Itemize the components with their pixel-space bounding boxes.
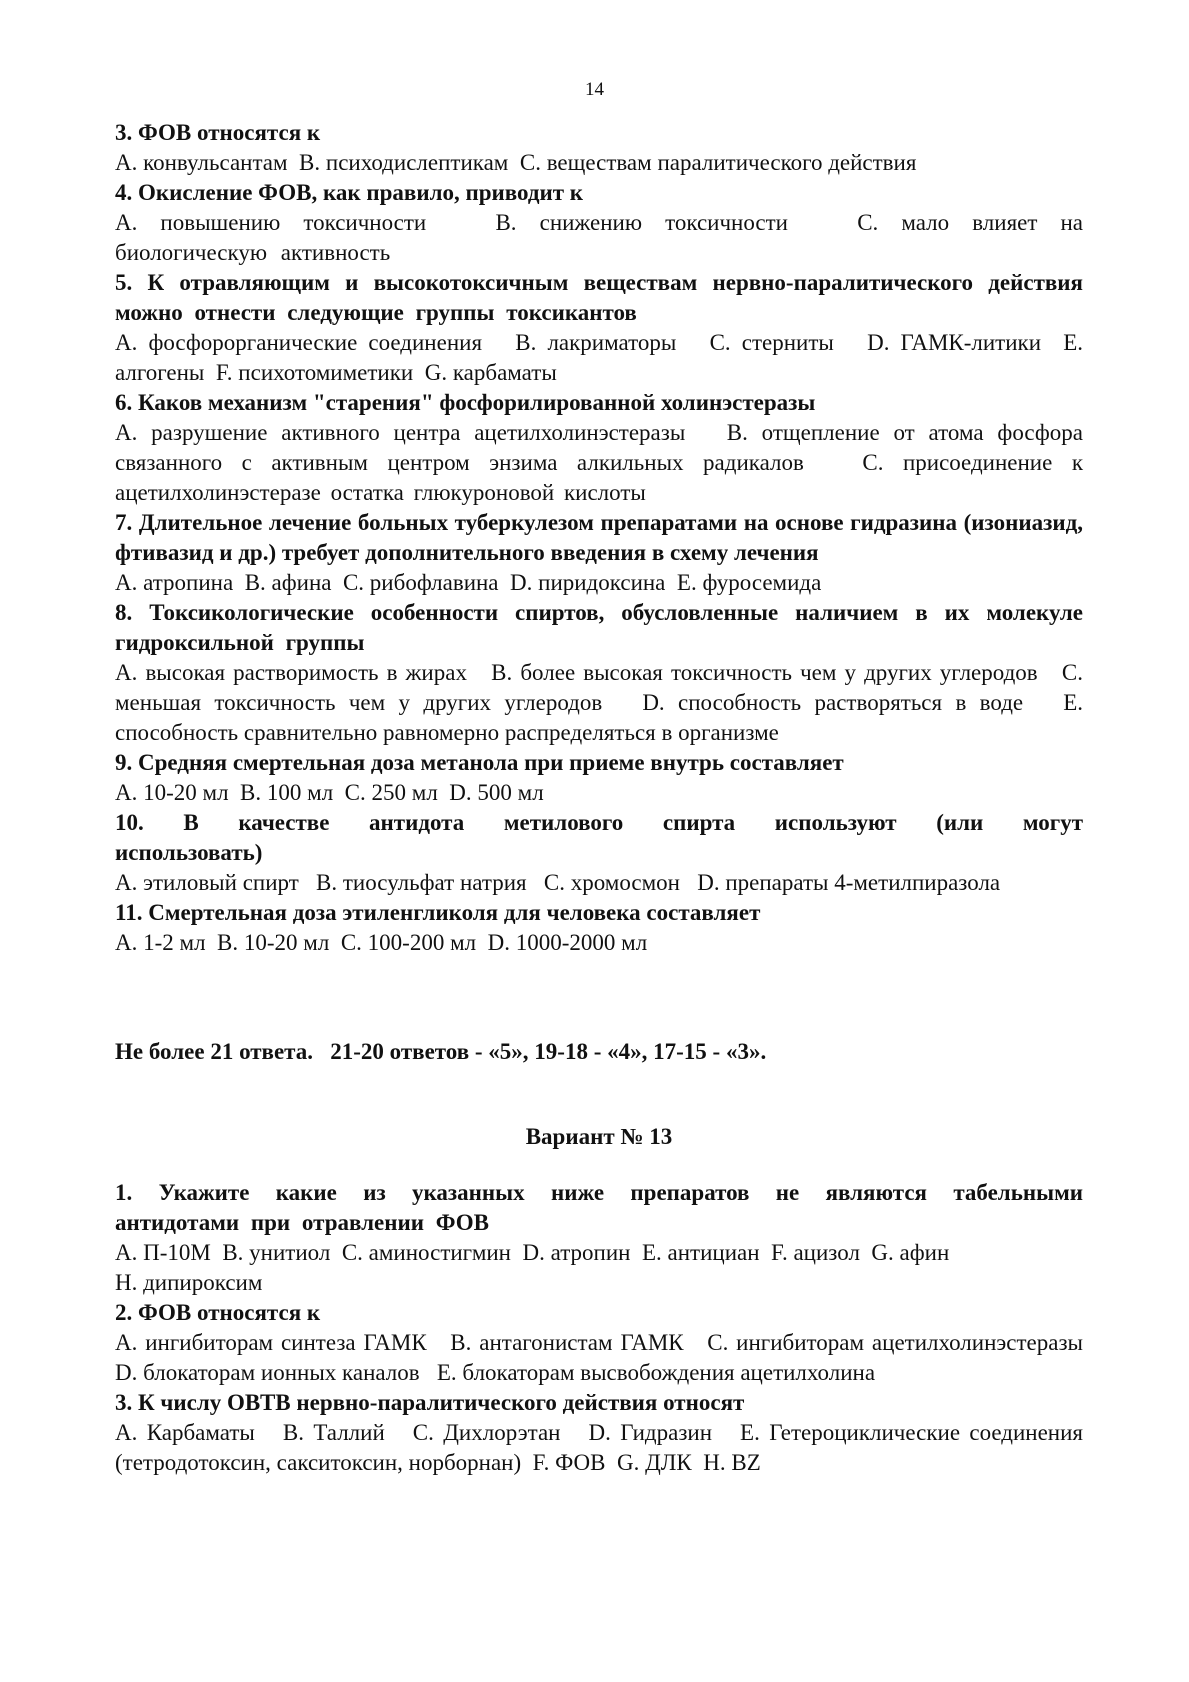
question-8-title: 8. Токсикологические особенности спиртов, обусловленные наличием в их молекуле гидроксильной группы (115, 600, 1083, 655)
question-8-answers: A. высокая растворимость в жирах B. более высокая токсичность чем у других углеродов C. меньшая токсичность чем у других углеродов D. способность растворяться в воде E. способность сравнительно равномерно распределяться в организме (115, 660, 1089, 745)
grading-note: Не более 21 ответа. 21-20 ответов - «5», 19-18 - «4», 17-15 - «3». (115, 1039, 767, 1064)
question-10-title: 10. В качестве антидота метилового спирта используют (или могут использовать) (115, 810, 1083, 865)
question-6-answers: A. разрушение активного центра ацетилхолинэстеразы B. отщепление от атома фосфора связанного с активным центром энзима алкильных радикалов C. присоединение к ацетилхолинэстеразе остатка глюкуроновой кислоты (115, 420, 1093, 505)
question-9-title: 9. Средняя смертельная доза метанола при приеме внутрь составляет (115, 750, 844, 775)
question-9-answers: A. 10-20 мл B. 100 мл C. 250 мл D. 500 мл (115, 780, 544, 805)
variant-title: Вариант № 13 (525, 1124, 673, 1149)
question-3-answers: A. конвульсантам B. психодислептикам C. веществам паралитического действия (115, 150, 917, 175)
variant-question-3-answers: A. Карбаматы B. Таллий C. Дихлорэтан D. Гидразин E. Гетероциклические соединения (тетродотоксин, сакситоксин, норборнан) F. ФОВ G. ДЛК H. BZ (115, 1420, 1089, 1475)
variant-question-2-title: 2. ФОВ относятся к (115, 1300, 321, 1325)
page-number: 14 (585, 79, 604, 100)
question-4-title: 4. Окисление ФОВ, как правило, приводит к (115, 180, 584, 205)
question-3-title: 3. ФОВ относятся к (115, 120, 321, 145)
question-6-title: 6. Каков механизм "старения" фосфорилированной холинэстеразы (115, 390, 816, 415)
question-11-answers: A. 1-2 мл B. 10-20 мл C. 100-200 мл D. 1000-2000 мл (115, 930, 648, 955)
question-7-title: 7. Длительное лечение больных туберкулезом препаратами на основе гидразина (изониазид, фтивазид и др.) требует дополнительного введения в схему лечения (115, 510, 1083, 565)
question-7-answers: A. атропина B. афина C. рибофлавина D. пиридоксина E. фуросемида (115, 570, 822, 595)
question-5-title: 5. К отравляющим и высокотоксичным веществам нервно-паралитического действия можно отнести следующие группы токсикантов (115, 270, 1083, 325)
question-11-title: 11. Смертельная доза этиленгликоля для человека составляет (115, 900, 761, 925)
variant-question-3-title: 3. К числу ОВТВ нервно-паралитического действия относят (115, 1390, 745, 1415)
variant-question-2-answers: A. ингибиторам синтеза ГАМК B. антагонистам ГАМК C. ингибиторам ацетилхолинэстеразы D. блокаторам ионных каналов E. блокаторам высвобождения ацетилхолина (115, 1330, 1101, 1385)
question-block-1 (115, 118, 1097, 958)
question-4-answers: A. повышению токсичности B. снижению токсичности C. мало влияет на биологическую активность (115, 210, 1097, 265)
variant-question-1-answers: A. П-10М B. унитиол C. аминостигмин D. атропин E. антициан F. ацизол G. афин (115, 1240, 950, 1265)
question-10-answers: A. этиловый спирт B. тиосульфат натрия C. хромосмон D. препараты 4-метилпиразола (115, 870, 1001, 895)
variant-question-1-answers-extra: H. дипироксим (115, 1270, 263, 1295)
question-5-answers: A. фосфорорганические соединения B. лакриматоры C. стерниты D. ГАМК-литики E. алгогены F. психотомиметики G. карбаматы (115, 330, 1089, 385)
variant-question-1-title: 1. Укажите какие из указанных ниже препаратов не являются табельными антидотами при отравлении ФОВ (115, 1180, 1083, 1235)
question-block-2 (115, 1178, 1101, 1478)
